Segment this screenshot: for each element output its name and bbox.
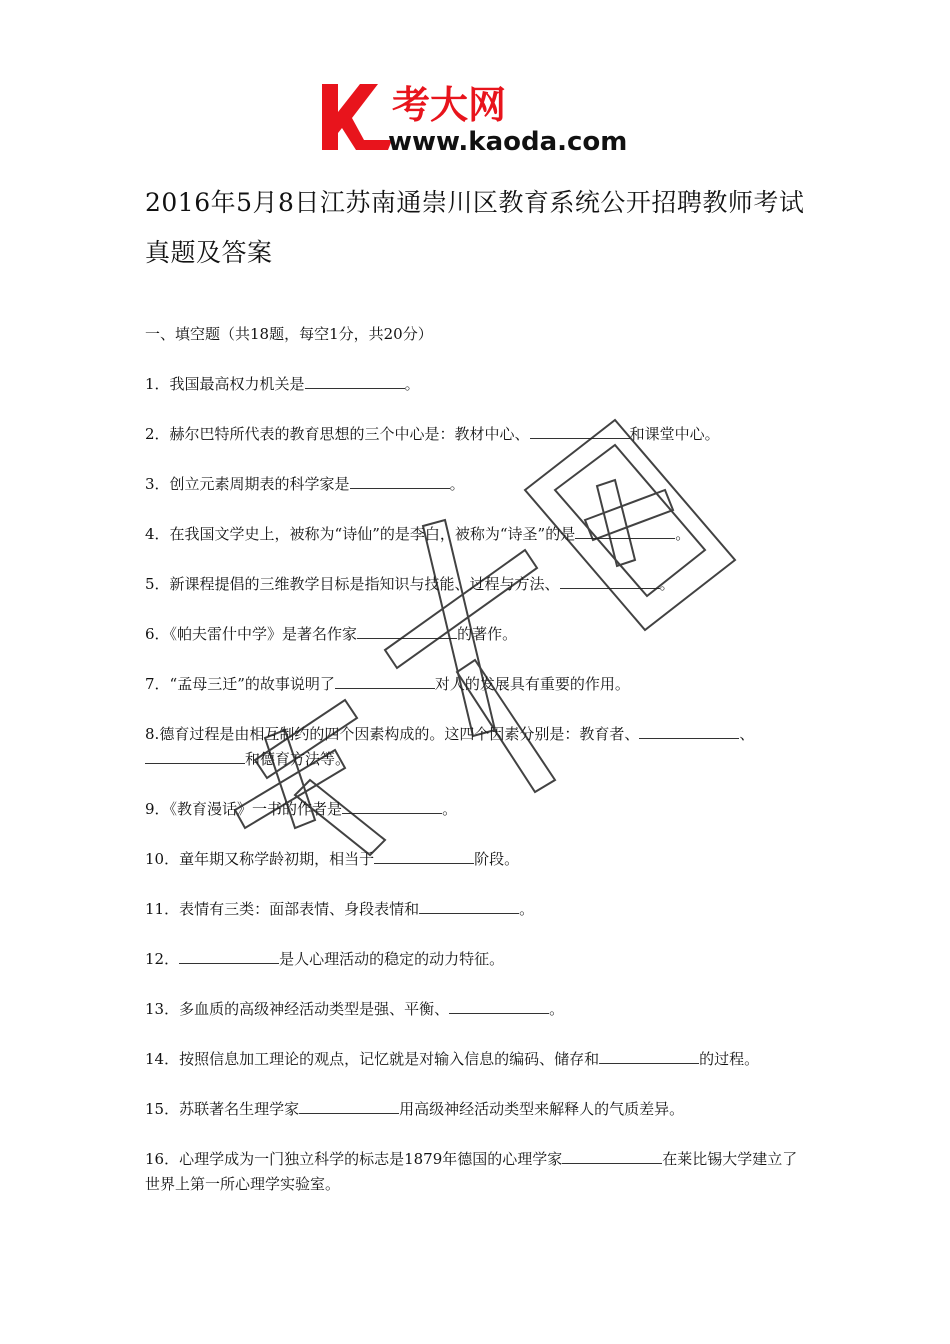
- answer-blank[interactable]: [342, 799, 442, 814]
- question-text: 和德育方法等。: [245, 750, 351, 768]
- question-number: 12．: [145, 950, 180, 968]
- question-number: 9．: [145, 800, 170, 818]
- question-text: 和课堂中心。: [629, 425, 720, 443]
- question-text: 。: [549, 1000, 565, 1018]
- question-text: 创立元素周期表的科学家是: [169, 475, 350, 493]
- question-text: 童年期又称学龄初期，相当于: [179, 850, 375, 868]
- question-text: 。: [675, 525, 691, 543]
- answer-blank[interactable]: [350, 474, 450, 489]
- answer-blank[interactable]: [357, 624, 457, 639]
- kaoda-logo-graphic: [318, 78, 648, 158]
- question-text: 多血质的高级神经活动类型是强、平衡、: [179, 1000, 450, 1018]
- question-item: [145, 522, 810, 547]
- question-item: [145, 897, 810, 922]
- question-item: [145, 1097, 810, 1122]
- question-text: 按照信息加工理论的观点，记忆就是对输入信息的编码、储存和: [179, 1050, 600, 1068]
- question-number: 2．: [145, 425, 170, 443]
- question-text: 我国最高权力机关是: [169, 375, 305, 393]
- question-item: [145, 472, 810, 497]
- question-number: 7．: [145, 675, 170, 693]
- page-title: 2016年5月8日江苏南通崇川区教育系统公开招聘教师考试真题及答案: [145, 188, 805, 267]
- question-item: [145, 372, 810, 397]
- question-text: 。: [442, 800, 458, 818]
- question-text: 新课程提倡的三维教学目标是指知识与技能、过程与方法、: [169, 575, 560, 593]
- question-item: [145, 422, 810, 447]
- question-item: [145, 847, 810, 872]
- question-item: [145, 947, 810, 972]
- question-text: 《教育漫话》一书的作者是: [169, 800, 343, 818]
- question-text: 的过程。: [699, 1050, 760, 1068]
- answer-blank[interactable]: [374, 849, 474, 864]
- question-text: 表情有三类：面部表情、身段表情和: [179, 900, 420, 918]
- question-text: 的著作。: [457, 625, 518, 643]
- question-item: [145, 622, 810, 647]
- answer-blank[interactable]: [179, 949, 279, 964]
- question-number: 1．: [145, 375, 170, 393]
- question-number: 16．: [145, 1150, 180, 1168]
- question-text: 赫尔巴特所代表的教育思想的三个中心是：教材中心、: [169, 425, 530, 443]
- question-number: 15．: [145, 1100, 180, 1118]
- question-item: [145, 797, 810, 822]
- question-text: 在莱比锡大学建立了世界上第一所心理学实验室。: [145, 1150, 798, 1193]
- answer-blank[interactable]: [145, 749, 245, 764]
- question-number: 3．: [145, 475, 170, 493]
- question-text: 、: [739, 725, 755, 743]
- question-item: [145, 1147, 810, 1197]
- section-heading: 一、填空题（共18题，每空1分，共20分）: [145, 325, 433, 343]
- answer-blank[interactable]: [560, 574, 660, 589]
- question-number: 14．: [145, 1050, 180, 1068]
- question-text: 苏联著名生理学家: [179, 1100, 300, 1118]
- question-text: 在我国文学史上，被称为“诗仙”的是李白，被称为“诗圣”的是: [169, 525, 576, 543]
- question-text: 。: [449, 475, 465, 493]
- answer-blank[interactable]: [305, 374, 405, 389]
- svg-text:www.kaoda.com: www.kaoda.com: [388, 127, 628, 157]
- question-text: “孟母三迁”的故事说明了: [169, 675, 335, 693]
- question-text: 《帕夫雷什中学》是著名作家: [169, 625, 358, 643]
- question-item: [145, 722, 810, 772]
- answer-blank[interactable]: [599, 1049, 699, 1064]
- question-item: [145, 572, 810, 597]
- answer-blank[interactable]: [335, 674, 435, 689]
- question-text: 用高级神经活动类型来解释人的气质差异。: [399, 1100, 685, 1118]
- question-number: 5．: [145, 575, 170, 593]
- svg-text:考大网: 考大网: [392, 83, 507, 127]
- question-number: 8.: [145, 725, 160, 743]
- question-number: 10．: [145, 850, 180, 868]
- question-item: [145, 672, 810, 697]
- question-text: 。: [404, 375, 420, 393]
- answer-blank[interactable]: [530, 424, 630, 439]
- answer-blank[interactable]: [575, 524, 675, 539]
- question-text: 德育过程是由相互制约的四个因素构成的。这四个因素分别是：教育者、: [159, 725, 640, 743]
- question-text: 是人心理活动的稳定的动力特征。: [279, 950, 505, 968]
- question-text: 心理学成为一门独立科学的标志是1879年德国的心理学家: [179, 1150, 563, 1168]
- question-text: 。: [659, 575, 675, 593]
- question-text: 。: [519, 900, 535, 918]
- question-number: 6．: [145, 625, 170, 643]
- question-number: 13．: [145, 1000, 180, 1018]
- question-number: 4．: [145, 525, 170, 543]
- question-item: [145, 997, 810, 1022]
- answer-blank[interactable]: [299, 1099, 399, 1114]
- answer-blank[interactable]: [562, 1149, 662, 1164]
- question-text: 对人的发展具有重要的作用。: [434, 675, 630, 693]
- answer-blank[interactable]: [639, 724, 739, 739]
- question-item: [145, 1047, 810, 1072]
- question-text: 阶段。: [474, 850, 520, 868]
- question-number: 11．: [145, 900, 180, 918]
- answer-blank[interactable]: [419, 899, 519, 914]
- kaoda-logo: [318, 78, 648, 158]
- answer-blank[interactable]: [449, 999, 549, 1014]
